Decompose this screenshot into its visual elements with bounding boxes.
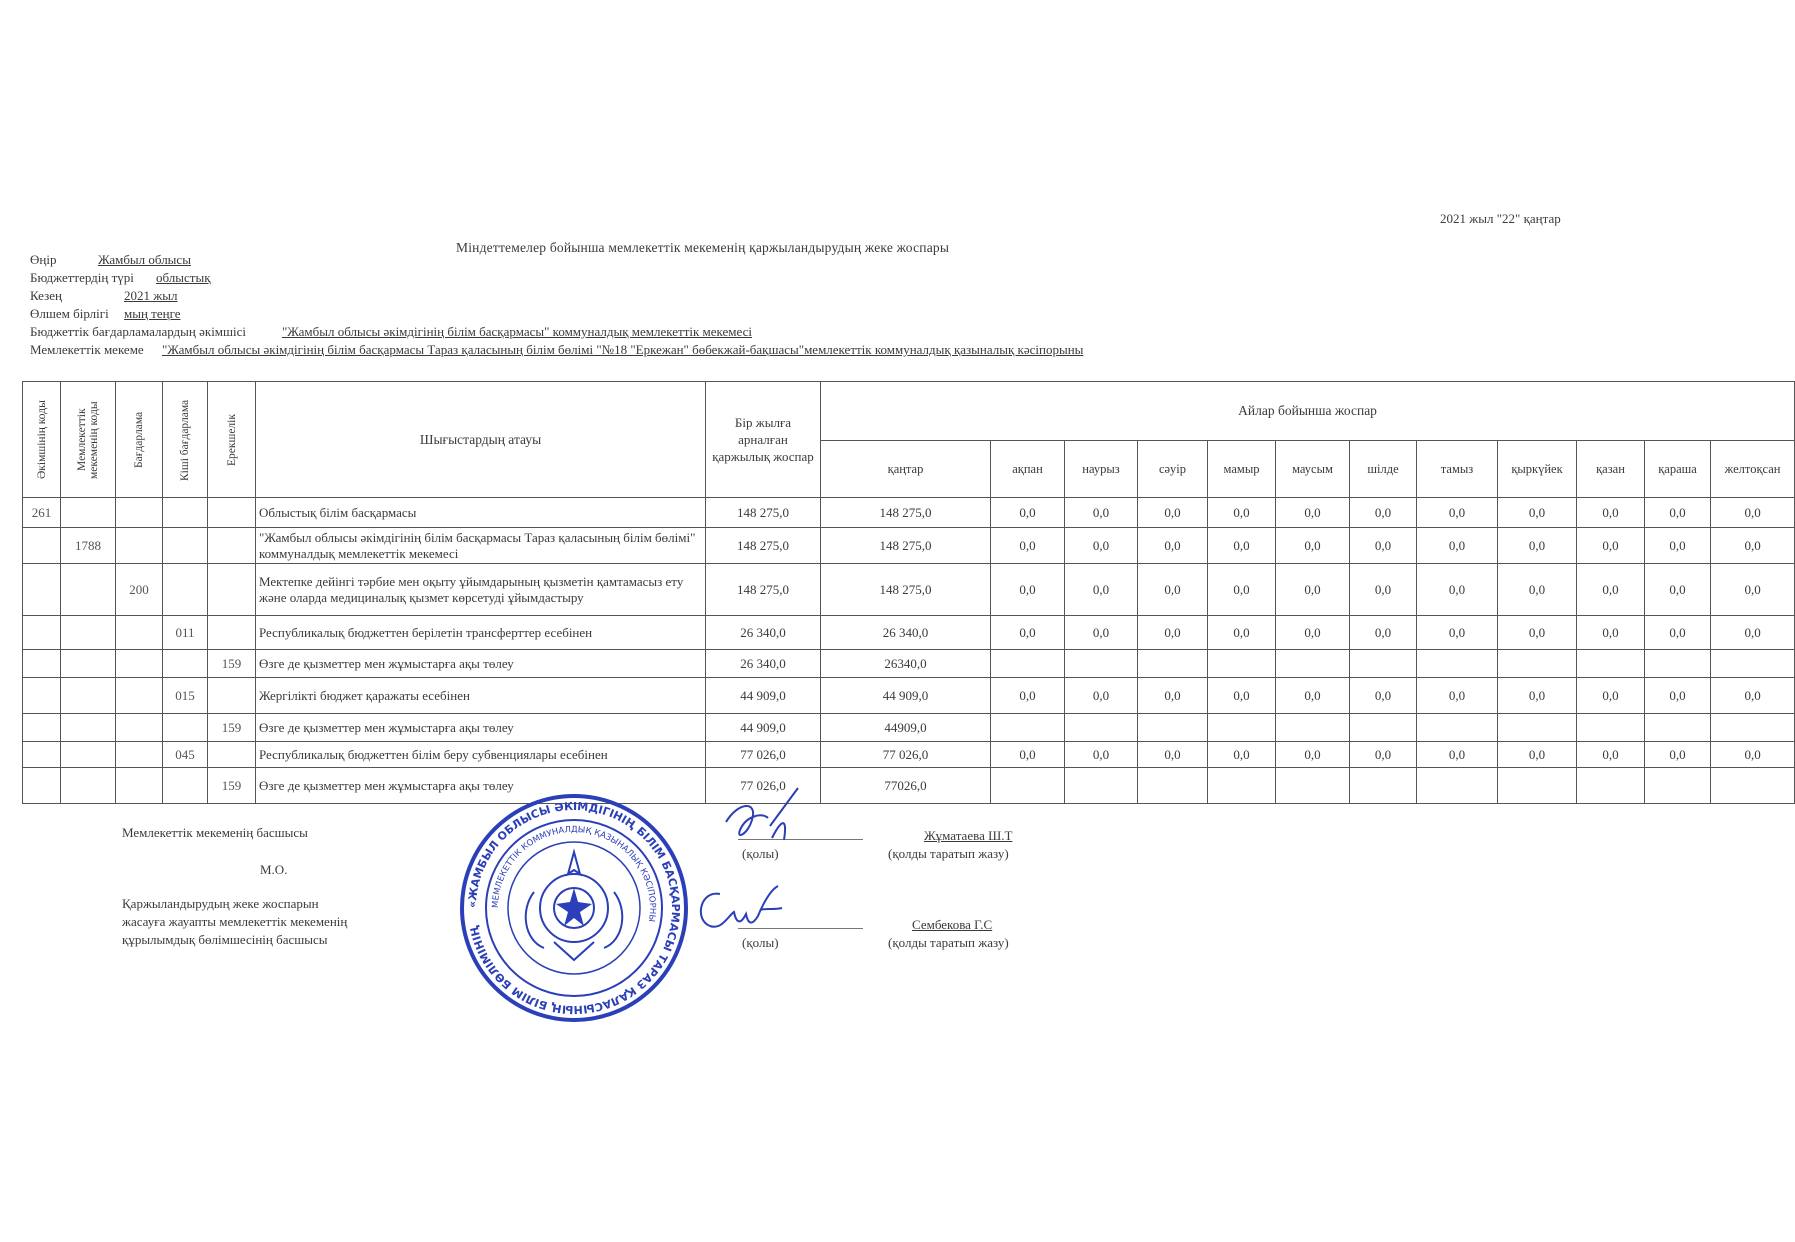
finance-signature-scribble [690, 880, 790, 950]
month-value-cell [1350, 768, 1417, 804]
month-value-cell: 148 275,0 [821, 564, 991, 616]
month-value-cell: 0,0 [1577, 564, 1645, 616]
month-value-cell [1711, 714, 1795, 742]
code-cell [61, 768, 116, 804]
month-value-cell: 0,0 [1138, 742, 1208, 768]
meta-label: Өлшем бірлігі [30, 306, 109, 321]
month-value-cell: 0,0 [1208, 742, 1276, 768]
month-value-cell: 0,0 [1645, 742, 1711, 768]
code-cell: 011 [163, 616, 208, 650]
header-monthly-plan: Айлар бойынша жоспар [821, 382, 1795, 441]
meta-value: Жамбыл облысы [98, 252, 191, 267]
month-value-cell: 0,0 [1577, 498, 1645, 528]
month-value-cell: 0,0 [1498, 564, 1577, 616]
expense-name-cell: Мектепке дейінгі тәрбие мен оқыту ұйымдарының қызметін қамтамасыз ету және оларда медициналық қызмет көрсетуді ұйымдастыру [256, 564, 706, 616]
expense-name-cell: Өзге де қызметтер мен жұмыстарға ақы төлеу [256, 714, 706, 742]
month-value-cell: 0,0 [1498, 528, 1577, 564]
month-value-cell: 0,0 [1417, 498, 1498, 528]
expense-name-cell: "Жамбыл облысы әкімдігінің білім басқармасы Тараз қаласының білім бөлімі" коммуналдық мемлекеттік мекемесі [256, 528, 706, 564]
table-row [23, 564, 1795, 616]
code-cell [116, 678, 163, 714]
code-cell [116, 616, 163, 650]
expense-name-cell: Республикалық бюджеттен берілетін трансферттер есебінен [256, 616, 706, 650]
code-cell [23, 742, 61, 768]
annual-value-cell: 26 340,0 [706, 650, 821, 678]
month-value-cell: 0,0 [1498, 498, 1577, 528]
code-cell [208, 498, 256, 528]
code-cell [116, 714, 163, 742]
month-header: желтоқсан [1711, 441, 1795, 498]
code-cell [163, 714, 208, 742]
month-value-cell: 0,0 [1208, 528, 1276, 564]
annual-value-cell: 77 026,0 [706, 768, 821, 804]
expense-name-cell: Жергілікті бюджет қаражаты есебінен [256, 678, 706, 714]
month-value-cell [1417, 768, 1498, 804]
month-value-cell: 0,0 [1645, 616, 1711, 650]
month-value-cell: 0,0 [1645, 564, 1711, 616]
month-value-cell [1645, 768, 1711, 804]
month-header: шілде [1350, 441, 1417, 498]
month-value-cell: 0,0 [1276, 678, 1350, 714]
seal-inner-text: МЕМЛЕКЕТТІК КОММУНАЛДЫҚ ҚАЗЫНАЛЫҚ КӘСІПОРНЫ [490, 824, 658, 923]
month-value-cell [1711, 650, 1795, 678]
month-value-cell: 0,0 [1208, 678, 1276, 714]
meta-value: 2021 жыл [124, 288, 178, 303]
month-value-cell: 0,0 [1276, 528, 1350, 564]
month-value-cell: 0,0 [1577, 742, 1645, 768]
document-title: Міндеттемелер бойынша мемлекеттік мекеменің қаржыландырудың жеке жоспары [456, 240, 950, 255]
month-value-cell [1208, 650, 1276, 678]
month-value-cell [1498, 768, 1577, 804]
code-cell [208, 678, 256, 714]
meta-line [30, 270, 211, 286]
month-value-cell: 0,0 [1711, 498, 1795, 528]
meta-value: "Жамбыл облысы әкімдігінің білім басқармасы" коммуналдық мемлекеттік мекемесі [282, 324, 753, 339]
month-value-cell: 0,0 [1498, 678, 1577, 714]
code-cell [23, 678, 61, 714]
month-value-cell: 0,0 [1350, 528, 1417, 564]
meta-label: Мемлекеттік мекеме [30, 342, 144, 357]
month-value-cell: 148 275,0 [821, 498, 991, 528]
meta-value: мың теңге [124, 306, 181, 321]
month-value-cell: 0,0 [1645, 498, 1711, 528]
month-value-cell: 0,0 [1417, 616, 1498, 650]
code-cell [61, 616, 116, 650]
month-value-cell: 0,0 [991, 742, 1065, 768]
month-value-cell [1498, 714, 1577, 742]
month-value-cell: 0,0 [1350, 742, 1417, 768]
finance-label-line-1: Қаржыландырудың жеке жоспарын [122, 896, 319, 911]
month-value-cell: 0,0 [991, 678, 1065, 714]
code-cell [116, 650, 163, 678]
code-cell [23, 564, 61, 616]
code-cell [23, 768, 61, 804]
month-header: тамыз [1417, 441, 1498, 498]
code-cell [116, 768, 163, 804]
meta-label: Өңір [30, 252, 57, 267]
month-value-cell: 0,0 [1417, 528, 1498, 564]
month-value-cell [1065, 650, 1138, 678]
code-cell [116, 498, 163, 528]
month-value-cell: 0,0 [1498, 616, 1577, 650]
header-specifics: Ерекшелік [208, 382, 256, 498]
head-name-caption: (қолды таратып жазу) [888, 846, 1009, 861]
code-cell [208, 742, 256, 768]
month-value-cell: 0,0 [1065, 616, 1138, 650]
month-value-cell: 0,0 [1138, 528, 1208, 564]
month-value-cell: 0,0 [1065, 742, 1138, 768]
meta-line [30, 306, 181, 322]
code-cell [208, 564, 256, 616]
header-subprogram: Кіші бағдарлама [163, 382, 208, 498]
head-label: Мемлекеттік мекеменің басшысы [122, 825, 308, 840]
month-value-cell: 0,0 [1276, 564, 1350, 616]
table-row [23, 768, 1795, 804]
month-value-cell [991, 714, 1065, 742]
month-value-cell: 0,0 [1577, 678, 1645, 714]
month-value-cell [1645, 650, 1711, 678]
table-row [23, 528, 1795, 564]
month-value-cell [1208, 768, 1276, 804]
expense-name-cell: Өзге де қызметтер мен жұмыстарға ақы төлеу [256, 768, 706, 804]
month-value-cell [1711, 768, 1795, 804]
month-value-cell: 0,0 [1711, 616, 1795, 650]
header-admin-code: Әкімшінің коды [23, 382, 61, 498]
code-cell [163, 768, 208, 804]
finance-name-caption: (қолды таратып жазу) [888, 935, 1009, 950]
code-cell [163, 564, 208, 616]
meta-value: облыстық [156, 270, 211, 285]
month-value-cell: 0,0 [1276, 498, 1350, 528]
code-cell [208, 616, 256, 650]
finance-label-line-2: жасауға жауапты мемлекеттік мекеменің [122, 914, 348, 929]
annual-value-cell: 148 275,0 [706, 498, 821, 528]
code-cell: 015 [163, 678, 208, 714]
month-value-cell [1276, 650, 1350, 678]
code-cell [163, 498, 208, 528]
month-header: наурыз [1065, 441, 1138, 498]
head-name: Жұматаева Ш.Т [924, 828, 1013, 843]
code-cell: 159 [208, 768, 256, 804]
code-cell [23, 714, 61, 742]
month-value-cell: 0,0 [1276, 742, 1350, 768]
meta-label: Бюджеттік бағдарламалардың әкімшісі [30, 324, 247, 339]
code-cell [208, 528, 256, 564]
code-cell: 261 [23, 498, 61, 528]
month-value-cell [1417, 650, 1498, 678]
code-cell: 159 [208, 650, 256, 678]
month-header: маусым [1276, 441, 1350, 498]
month-value-cell: 0,0 [991, 616, 1065, 650]
month-value-cell [1645, 714, 1711, 742]
month-header: мамыр [1208, 441, 1276, 498]
code-cell [61, 742, 116, 768]
month-value-cell: 0,0 [1417, 742, 1498, 768]
month-value-cell: 0,0 [1498, 742, 1577, 768]
month-value-cell: 0,0 [1208, 616, 1276, 650]
table-row [23, 714, 1795, 742]
meta-line [30, 288, 177, 304]
month-value-cell: 77026,0 [821, 768, 991, 804]
code-cell [61, 714, 116, 742]
official-seal [458, 792, 690, 1024]
month-value-cell [1138, 650, 1208, 678]
annual-value-cell: 26 340,0 [706, 616, 821, 650]
stamp-place-label: М.О. [260, 862, 288, 877]
month-value-cell [1065, 714, 1138, 742]
month-value-cell: 44 909,0 [821, 678, 991, 714]
month-value-cell [1276, 768, 1350, 804]
month-value-cell [1498, 650, 1577, 678]
month-header: сәуір [1138, 441, 1208, 498]
head-signature-caption: (қолы) [742, 846, 779, 861]
month-value-cell [1350, 650, 1417, 678]
table-row [23, 678, 1795, 714]
annual-value-cell: 77 026,0 [706, 742, 821, 768]
meta-value: "Жамбыл облысы әкімдігінің білім басқармасы Тараз қаласының білім бөлімі "№18 "Еркежан" бөбекжай-бақшасы"мемлекеттік коммуналдық қазыналық кәсіпорыны [162, 342, 1084, 357]
code-cell [23, 528, 61, 564]
month-value-cell: 0,0 [991, 528, 1065, 564]
month-value-cell: 0,0 [1711, 564, 1795, 616]
month-value-cell: 148 275,0 [821, 528, 991, 564]
table-row [23, 650, 1795, 678]
month-value-cell: 0,0 [1645, 678, 1711, 714]
code-cell [23, 616, 61, 650]
month-value-cell: 0,0 [1138, 616, 1208, 650]
head-signature-scribble [718, 782, 808, 860]
month-value-cell [991, 650, 1065, 678]
header-expense-name: Шығыстардың атауы [256, 382, 706, 498]
month-header: қыркүйек [1498, 441, 1577, 498]
month-value-cell [1350, 714, 1417, 742]
month-value-cell: 0,0 [1208, 564, 1276, 616]
month-value-cell: 26 340,0 [821, 616, 991, 650]
month-value-cell: 0,0 [1065, 678, 1138, 714]
meta-line [30, 342, 1083, 358]
month-value-cell: 0,0 [1065, 564, 1138, 616]
month-value-cell: 0,0 [1350, 498, 1417, 528]
annual-value-cell: 148 275,0 [706, 528, 821, 564]
month-value-cell: 0,0 [991, 498, 1065, 528]
month-header: қараша [1645, 441, 1711, 498]
code-cell: 045 [163, 742, 208, 768]
table-row [23, 742, 1795, 768]
month-value-cell: 0,0 [1350, 616, 1417, 650]
month-value-cell: 0,0 [1417, 564, 1498, 616]
month-value-cell: 0,0 [1350, 678, 1417, 714]
month-value-cell [1417, 714, 1498, 742]
month-value-cell [1577, 714, 1645, 742]
month-header: ақпан [991, 441, 1065, 498]
month-value-cell [1276, 714, 1350, 742]
expense-name-cell: Республикалық бюджеттен білім беру субвенциялары есебінен [256, 742, 706, 768]
code-cell [61, 678, 116, 714]
finance-name: Сембекова Г.С [912, 917, 993, 932]
code-cell [61, 564, 116, 616]
code-cell: 200 [116, 564, 163, 616]
month-value-cell: 0,0 [1645, 528, 1711, 564]
finance-signature-caption: (қолы) [742, 935, 779, 950]
code-cell [23, 650, 61, 678]
month-value-cell: 26340,0 [821, 650, 991, 678]
month-value-cell: 44909,0 [821, 714, 991, 742]
month-value-cell: 0,0 [1350, 564, 1417, 616]
code-cell [163, 650, 208, 678]
month-value-cell: 0,0 [1065, 528, 1138, 564]
meta-line [30, 324, 752, 340]
month-value-cell [1138, 714, 1208, 742]
month-value-cell: 0,0 [991, 564, 1065, 616]
code-cell [61, 498, 116, 528]
month-value-cell [1208, 714, 1276, 742]
month-value-cell: 0,0 [1711, 528, 1795, 564]
header-program: Бағдарлама [116, 382, 163, 498]
code-cell [116, 742, 163, 768]
header-annual-plan: Бір жылға арналған қаржылық жоспар [706, 382, 821, 498]
seal-outer-text: «ЖАМБЫЛ ОБЛЫСЫ ӘКІМДІГІНІҢ БІЛІМ БАСҚАРМАСЫ ТАРАЗ ҚАЛАСЫНЫҢ БІЛІМ БӨЛІМІНІҢ [465, 799, 683, 1017]
month-value-cell: 0,0 [1138, 498, 1208, 528]
finance-label-line-3: құрылымдық бөлімшесінің басшысы [122, 932, 328, 947]
month-value-cell: 0,0 [1577, 528, 1645, 564]
month-value-cell: 0,0 [1138, 678, 1208, 714]
month-value-cell [991, 768, 1065, 804]
meta-label: Кезең [30, 288, 62, 303]
month-value-cell: 0,0 [1577, 616, 1645, 650]
expense-name-cell: Облыстық білім басқармасы [256, 498, 706, 528]
code-cell [116, 528, 163, 564]
month-header: қазан [1577, 441, 1645, 498]
header-institution-code: Мемлекеттік мекеменің коды [61, 382, 116, 498]
annual-value-cell: 148 275,0 [706, 564, 821, 616]
document-date: 2021 жыл "22" қаңтар [1440, 211, 1561, 226]
month-header: қаңтар [821, 441, 991, 498]
table-row [23, 498, 1795, 528]
month-value-cell [1577, 650, 1645, 678]
code-cell [163, 528, 208, 564]
month-value-cell: 0,0 [1208, 498, 1276, 528]
month-value-cell: 0,0 [1711, 678, 1795, 714]
month-value-cell [1577, 768, 1645, 804]
annual-value-cell: 44 909,0 [706, 714, 821, 742]
month-value-cell: 0,0 [1138, 564, 1208, 616]
finance-plan-table [22, 381, 1795, 804]
code-cell: 1788 [61, 528, 116, 564]
month-value-cell [1138, 768, 1208, 804]
month-value-cell: 0,0 [1417, 678, 1498, 714]
code-cell [61, 650, 116, 678]
month-value-cell: 0,0 [1065, 498, 1138, 528]
expense-name-cell: Өзге де қызметтер мен жұмыстарға ақы төлеу [256, 650, 706, 678]
meta-line [30, 252, 191, 268]
table-row [23, 616, 1795, 650]
meta-label: Бюджеттердің түрі [30, 270, 134, 285]
month-value-cell: 0,0 [1711, 742, 1795, 768]
month-value-cell: 77 026,0 [821, 742, 991, 768]
annual-value-cell: 44 909,0 [706, 678, 821, 714]
month-value-cell [1065, 768, 1138, 804]
month-value-cell: 0,0 [1276, 616, 1350, 650]
code-cell: 159 [208, 714, 256, 742]
